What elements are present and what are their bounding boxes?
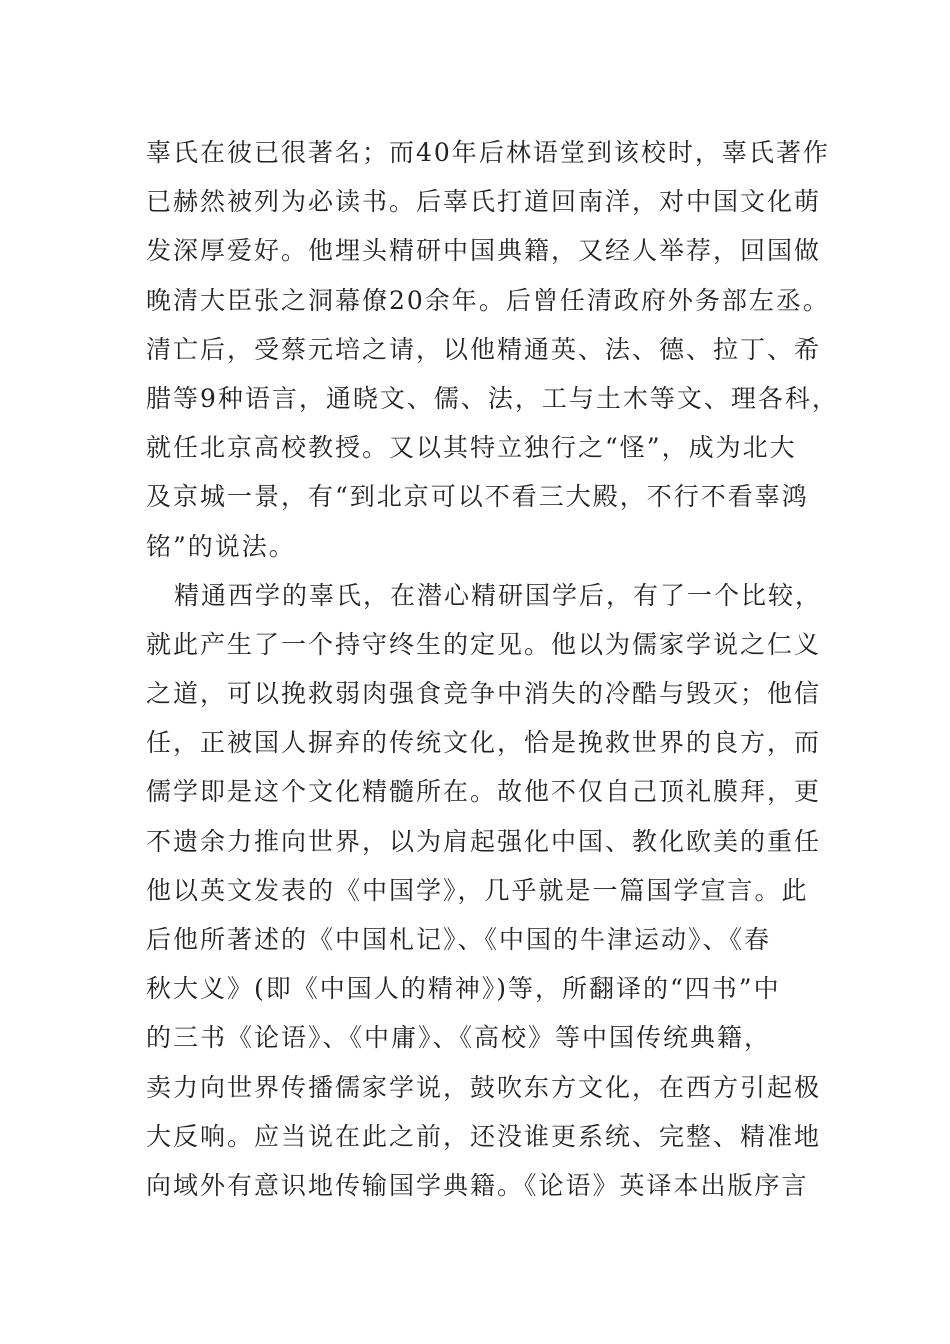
paragraph-line: 卖力向世界传播儒家学说，鼓吹东方文化，在西方引起极 (146, 1072, 822, 1102)
paragraph-1 (146, 128, 839, 571)
paragraph-line: 腊等9种语言，通晓文、儒、法，工与土木等文、理各科， (146, 383, 839, 413)
paragraph-line: 任，正被国人摒弃的传统文化，恰是挽救世界的良方，而 (146, 728, 822, 758)
paragraph-first-line: 精通西学的辜氏，在潜心精研国学后，有了一个比较， (174, 580, 823, 610)
paragraph-line: 不遗余力推向世界，以为肩起强化中国、教化欧美的重任 (146, 826, 822, 856)
paragraph-line: 就任北京高校教授。又以其特立独行之“怪”，成为北大 (146, 433, 797, 463)
paragraph-line: 后他所著述的《中国札记》、《中国的牛津运动》、《春 (146, 925, 772, 954)
paragraph-line: 辜氏在彼已很著名；而40年后林语堂到该校时，辜氏著作 (146, 138, 830, 167)
paragraph-line: 向域外有意识地传输国学典籍。《论语》英译本出版序言 (146, 1170, 809, 1200)
paragraph-line: 发深厚爱好。他埋头精研中国典籍，又经人举荐，回国做 (146, 236, 822, 266)
paragraph-2 (146, 571, 823, 1210)
paragraph-line: 晚清大臣张之洞幕僚20余年。后曾任清政府外务部左丞。 (146, 285, 830, 315)
paragraph-line: 他以英文发表的《中国学》，几乎就是一篇国学宣言。此 (146, 875, 809, 905)
paragraph-line: 清亡后，受蔡元培之请，以他精通英、法、德、拉丁、希 (146, 334, 822, 364)
body-text (146, 128, 839, 1210)
paragraph-line: 铭”的说法。 (146, 531, 296, 561)
paragraph-line: 大反响。应当说在此之前，还没谁更系统、完整、精准地 (146, 1121, 822, 1151)
paragraph-line: 之道，可以挽救弱肉强食竞争中消失的冷酷与毁灭；他信 (146, 679, 822, 709)
paragraph-line: 秋大义》(即《中国人的精神》)等，所翻译的“四书”中 (146, 974, 781, 1004)
paragraph-line: 儒学即是这个文化精髓所在。故他不仅自己顶礼膜拜，更 (146, 777, 822, 807)
paragraph-line: 就此产生了一个持守终生的定见。他以为儒家学说之仁义 (146, 629, 822, 659)
paragraph-line: 已赫然被列为必读书。后辜氏打道回南洋，对中国文化萌 (146, 187, 822, 217)
paragraph-line: 的三书《论语》、《中庸》、《高校》等中国传统典籍， (146, 1023, 772, 1053)
paragraph-line: 及京城一景，有“到北京可以不看三大殿，不行不看辜鸿 (146, 482, 809, 512)
